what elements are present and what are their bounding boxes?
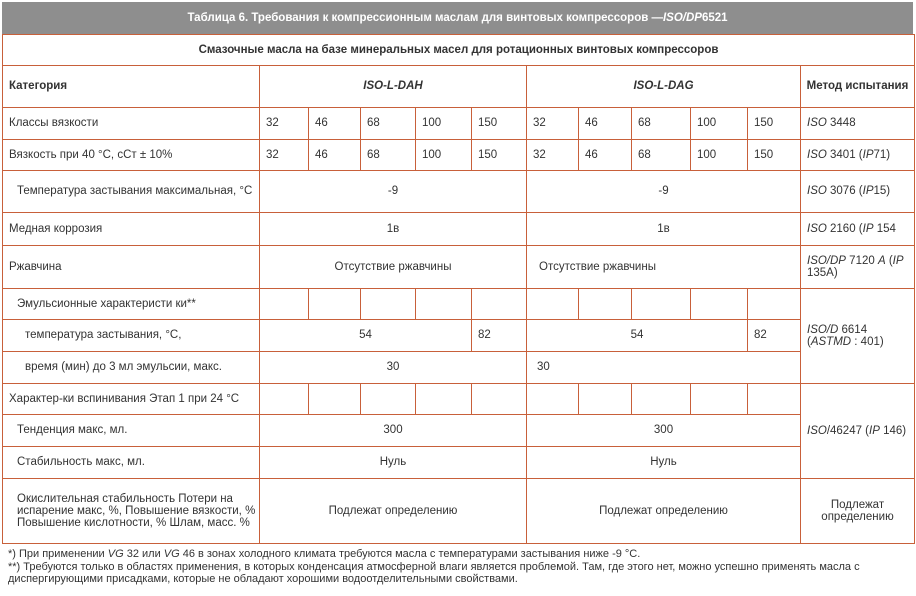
requirements-table xyxy=(2,34,915,544)
method-astm: ASTMD xyxy=(810,336,852,348)
dah-value-last: 82 xyxy=(472,320,527,352)
method-ip-num: 135A) xyxy=(807,267,838,279)
subtitle-row xyxy=(3,35,915,66)
method-ip: IP xyxy=(862,148,874,161)
value-cell: 100 xyxy=(416,108,472,140)
table-row xyxy=(3,246,915,289)
footnote-text: 46 в зонах холодного климата требуются масла с температурами застывания ниже -9 °С. xyxy=(179,548,641,560)
empty-cell xyxy=(416,384,472,415)
table-row xyxy=(3,415,915,447)
dah-value: 54 xyxy=(260,320,472,352)
method-cell xyxy=(801,213,915,246)
row-label: температура застывания, °С, xyxy=(3,320,260,352)
empty-cell xyxy=(748,384,801,415)
row-label: время (мин) до 3 мл эмульсии, макс. xyxy=(3,352,260,384)
value-cell: 150 xyxy=(748,140,801,171)
row-label: Вязкость при 40 °С, сСт ± 10% xyxy=(3,140,260,171)
header-iso-l-dah: ISO-L-DAH xyxy=(260,66,527,108)
footnote-1 xyxy=(8,548,913,561)
table-row xyxy=(3,171,915,213)
dag-value: 54 xyxy=(527,320,748,352)
method-cell xyxy=(801,171,915,213)
dah-value: 300 xyxy=(260,415,527,447)
row-label: Ржавчина xyxy=(3,246,260,289)
value-cell: 100 xyxy=(416,140,472,171)
method-cell xyxy=(801,384,915,479)
table-title xyxy=(2,2,913,34)
method-std: ISO xyxy=(807,424,827,437)
method-letter: А xyxy=(877,255,886,267)
method-num: /46247 ( xyxy=(826,424,870,437)
header-iso-l-dag: ISO-L-DAG xyxy=(527,66,801,108)
empty-cell xyxy=(579,289,632,320)
method-num: 3076 ( xyxy=(826,185,863,198)
method-num: 6614 ( xyxy=(807,323,868,348)
dag-value-last: 82 xyxy=(748,320,801,352)
footnote-2: **) Требуются только в областях применения, в которых конденсация атмосферной влаги является проблемой. Там, где этого нет, можно успешно применять масла с диспергирующими присадками, которые не обладают хорошими водоотделительными свойствами. xyxy=(8,560,860,585)
method-std: ISO xyxy=(807,148,827,161)
method-num: 3401 ( xyxy=(826,148,863,161)
dah-value: Нуль xyxy=(260,447,527,479)
dah-value: Подлежат определению xyxy=(260,479,527,544)
dag-value: 1в xyxy=(527,213,801,246)
method-num: 2160 ( xyxy=(826,222,863,235)
table-title-text: Таблица 6. Требования к компрессионным маслам для винтовых компрессоров — xyxy=(187,12,663,24)
value-cell: 100 xyxy=(691,140,748,171)
dag-value: -9 xyxy=(527,171,801,213)
value-cell: 150 xyxy=(748,108,801,140)
row-label: Стабильность макс, мл. xyxy=(3,447,260,479)
row-label: Окислительная стабильность Потери на испарение макс, %, Повышение вязкости, % Повышение кислотности, % Шлам, масс. % xyxy=(3,479,260,544)
empty-cell xyxy=(632,384,691,415)
empty-cell xyxy=(416,289,472,320)
dag-value: Отсутствие ржавчины xyxy=(527,246,801,289)
value-cell: 32 xyxy=(260,140,309,171)
method-num: 7120 xyxy=(845,255,878,267)
dah-value: Отсутствие ржавчины xyxy=(260,246,527,289)
method-cell xyxy=(801,289,915,384)
value-cell: 32 xyxy=(527,108,579,140)
empty-cell xyxy=(527,289,579,320)
value-cell: 68 xyxy=(632,140,691,171)
dah-value: -9 xyxy=(260,171,527,213)
header-category: Категория xyxy=(3,66,260,108)
method-ip-num: 154 xyxy=(873,222,896,235)
dag-value: 30 xyxy=(527,352,801,384)
method-cell xyxy=(801,108,915,140)
row-label: Температура застывания максимальная, °С xyxy=(3,171,260,213)
method-ip-num: 146) xyxy=(879,424,907,437)
value-cell: 46 xyxy=(579,140,632,171)
value-cell: 68 xyxy=(361,108,416,140)
empty-cell xyxy=(472,384,527,415)
method-ip-num: 71) xyxy=(873,148,891,161)
method-cell xyxy=(801,140,915,171)
empty-cell xyxy=(691,289,748,320)
value-cell: 32 xyxy=(527,140,579,171)
dag-value: 300 xyxy=(527,415,801,447)
value-cell: 150 xyxy=(472,140,527,171)
row-label: Эмульсионные характеристи ки** xyxy=(3,289,260,320)
table-row xyxy=(3,447,915,479)
value-cell: 46 xyxy=(579,108,632,140)
method-paren: ( xyxy=(885,255,893,267)
empty-cell xyxy=(632,289,691,320)
dag-value: Подлежат определению xyxy=(527,479,801,544)
table-row xyxy=(3,352,915,384)
header-row xyxy=(3,66,915,108)
row-label: Тенденция макс, мл. xyxy=(3,415,260,447)
method-ip: IP xyxy=(892,255,904,267)
dah-value: 30 xyxy=(260,352,527,384)
table-row xyxy=(3,108,915,140)
footnotes xyxy=(8,548,913,586)
footnote-text: 32 или xyxy=(123,548,164,560)
table-row xyxy=(3,140,915,171)
method-num: 3448 xyxy=(826,117,856,130)
table-subtitle: Смазочные масла на базе минеральных масел для ротационных винтовых компрессоров xyxy=(3,35,915,66)
value-cell: 100 xyxy=(691,108,748,140)
method-cell: Подлежат определению xyxy=(801,479,915,544)
method-std: ISO xyxy=(807,222,827,235)
empty-cell xyxy=(309,289,361,320)
table-row xyxy=(3,213,915,246)
value-cell: 68 xyxy=(361,140,416,171)
value-cell: 68 xyxy=(632,108,691,140)
method-cell xyxy=(801,246,915,289)
empty-cell xyxy=(260,384,309,415)
table-title-standard-number: 6521 xyxy=(701,12,728,24)
table-title-standard: ISO/DP xyxy=(662,12,702,24)
method-astm-num: : 401) xyxy=(851,336,884,348)
header-test-method: Метод испытания xyxy=(801,66,915,108)
empty-cell xyxy=(361,384,416,415)
method-ip: IP xyxy=(869,424,880,437)
footnote-text: *) При применении xyxy=(8,548,108,560)
dag-value: Нуль xyxy=(527,447,801,479)
table-row xyxy=(3,289,915,320)
empty-cell xyxy=(361,289,416,320)
value-cell: 32 xyxy=(260,108,309,140)
table-row xyxy=(3,320,915,352)
method-std: ISO xyxy=(807,117,827,130)
empty-cell xyxy=(691,384,748,415)
method-std: ISO/DP xyxy=(807,255,846,267)
empty-cell xyxy=(472,289,527,320)
value-cell: 150 xyxy=(472,108,527,140)
footnote-vg: VG xyxy=(163,548,180,560)
footnote-vg: VG xyxy=(107,548,124,560)
method-std: ISO xyxy=(807,185,827,198)
empty-cell xyxy=(748,289,801,320)
empty-cell xyxy=(260,289,309,320)
method-std: ISO/D xyxy=(807,323,839,336)
dah-value: 1в xyxy=(260,213,527,246)
value-cell: 46 xyxy=(309,140,361,171)
empty-cell xyxy=(527,384,579,415)
row-label: Характер-ки вспинивания Этап 1 при 24 °С xyxy=(3,384,260,415)
empty-cell xyxy=(309,384,361,415)
empty-cell xyxy=(579,384,632,415)
row-label: Классы вязкости xyxy=(3,108,260,140)
table-row xyxy=(3,479,915,544)
method-ip-num: 15) xyxy=(873,185,891,198)
method-ip: IP xyxy=(862,222,874,235)
value-cell: 46 xyxy=(309,108,361,140)
method-ip: IP xyxy=(862,185,874,198)
row-label: Медная коррозия xyxy=(3,213,260,246)
table-row xyxy=(3,384,915,415)
